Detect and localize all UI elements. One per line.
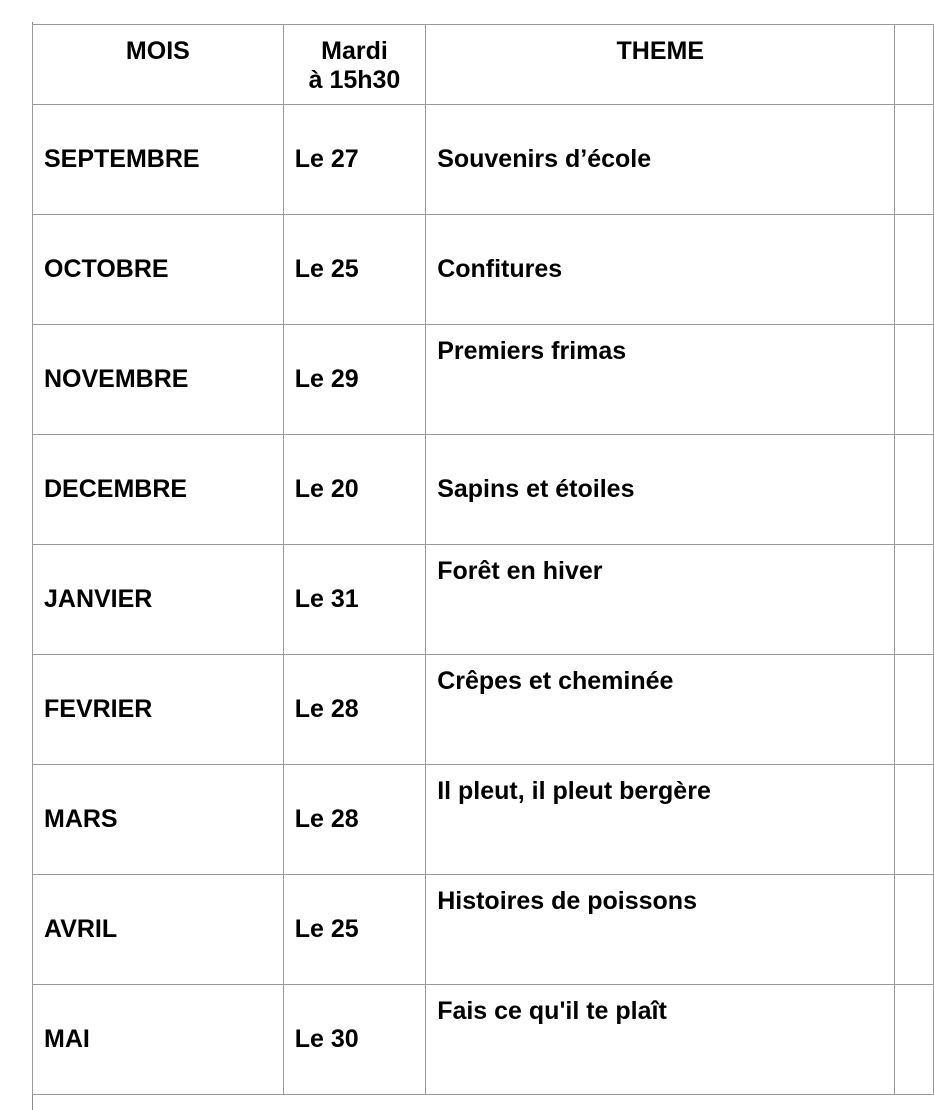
extra-cell [895,435,934,545]
table-row [33,545,934,655]
theme-cell: Souvenirs d’école [426,105,895,215]
extra-cell [895,215,934,325]
date-cell: Le 29 [283,325,425,435]
date-cell: Le 31 [283,545,425,655]
extra-cell [895,655,934,765]
table-row [33,655,934,765]
header-date-line1: Mardi [321,37,388,65]
theme-cell: Confitures [426,215,895,325]
extra-cell [895,875,934,985]
month-cell: MARS [33,765,284,875]
extra-cell [895,985,934,1095]
theme-cell: Forêt en hiver [426,545,895,655]
date-cell: Le 28 [283,655,425,765]
theme-cell: Sapins et étoiles [426,435,895,545]
table-row [33,875,934,985]
header-date [283,25,425,105]
table-row [33,215,934,325]
theme-cell: Crêpes et cheminée [426,655,895,765]
month-cell: NOVEMBRE [33,325,284,435]
date-cell: Le 20 [283,435,425,545]
theme-cell: Fais ce qu'il te plaît [426,985,895,1095]
header-row [33,25,934,105]
header-theme: THEME [426,25,895,105]
month-cell: OCTOBRE [33,215,284,325]
theme-cell: Premiers frimas [426,325,895,435]
extra-cell [895,325,934,435]
month-cell: DECEMBRE [33,435,284,545]
date-cell: Le 28 [283,765,425,875]
month-cell: JANVIER [33,545,284,655]
header-extra [895,25,934,105]
month-cell: AVRIL [33,875,284,985]
date-cell: Le 25 [283,875,425,985]
header-date-line2: à 15h30 [308,66,401,94]
extra-cell [895,545,934,655]
theme-cell: Il pleut, il pleut bergère [426,765,895,875]
table-row [33,325,934,435]
header-month: MOIS [33,25,284,105]
month-cell: SEPTEMBRE [33,105,284,215]
table-row [33,765,934,875]
month-cell: FEVRIER [33,655,284,765]
extra-cell [895,105,934,215]
extra-cell [895,765,934,875]
table-row [33,435,934,545]
date-cell: Le 30 [283,985,425,1095]
date-cell: Le 25 [283,215,425,325]
table-row [33,105,934,215]
schedule-table [32,24,934,1095]
date-cell: Le 27 [283,105,425,215]
month-cell: MAI [33,985,284,1095]
theme-cell: Histoires de poissons [426,875,895,985]
table-row [33,985,934,1095]
